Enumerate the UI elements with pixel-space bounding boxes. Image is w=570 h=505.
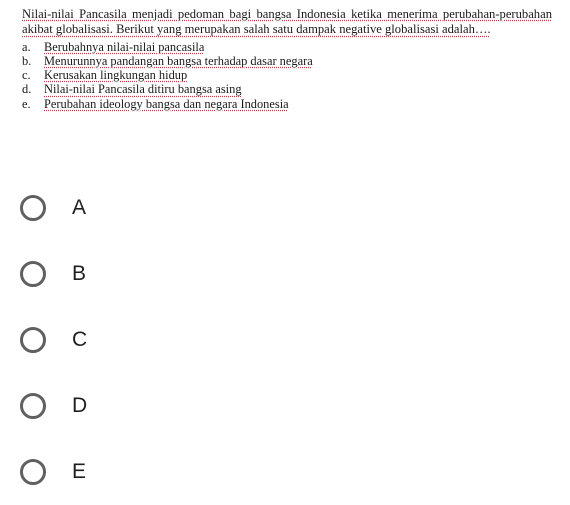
question-text: Nilai-nilai Pancasila menjadi pedoman bagi bangsa Indonesia ketika menerima perubahan-perubahan akibat globalisasi. Berikut yang merupakan salah satu dampak negative globalisasi adalah…. [22, 7, 552, 37]
option-item-c [22, 68, 552, 82]
radio-button-icon[interactable] [20, 393, 46, 419]
radio-button-icon[interactable] [20, 195, 46, 221]
option-letter: d. [22, 82, 32, 97]
answer-label: E [72, 460, 87, 483]
option-item-d [22, 82, 552, 96]
option-text: Perubahan ideology bangsa dan negara Indonesia [44, 96, 289, 111]
option-letter: c. [22, 68, 31, 83]
option-list [22, 40, 552, 111]
option-item-e [22, 97, 552, 111]
answer-label: D [72, 394, 88, 417]
answer-choice-c[interactable] [20, 307, 320, 373]
answer-choice-b[interactable] [20, 241, 320, 307]
radio-button-icon[interactable] [20, 459, 46, 485]
option-item-b [22, 54, 552, 68]
option-text: Berubahnya nilai-nilai pancasila [44, 39, 205, 54]
answer-label: A [72, 196, 87, 219]
option-item-a [22, 40, 552, 54]
answer-choice-e[interactable] [20, 439, 320, 505]
answer-choice-a[interactable] [20, 175, 320, 241]
option-text: Nilai-nilai Pancasila ditiru bangsa asing [44, 82, 242, 97]
option-letter: a. [22, 39, 31, 54]
option-text: Menurunnya pandangan bangsa terhadap dasar negara [44, 54, 313, 69]
question-block [22, 7, 552, 111]
option-letter: b. [22, 54, 32, 69]
radio-button-icon[interactable] [20, 261, 46, 287]
answer-choices [20, 175, 320, 505]
radio-button-icon[interactable] [20, 327, 46, 353]
answer-choice-d[interactable] [20, 373, 320, 439]
answer-label: C [72, 328, 88, 351]
option-letter: e. [22, 96, 31, 111]
option-text: Kerusakan lingkungan hidup [44, 68, 188, 83]
answer-label: B [72, 262, 87, 285]
